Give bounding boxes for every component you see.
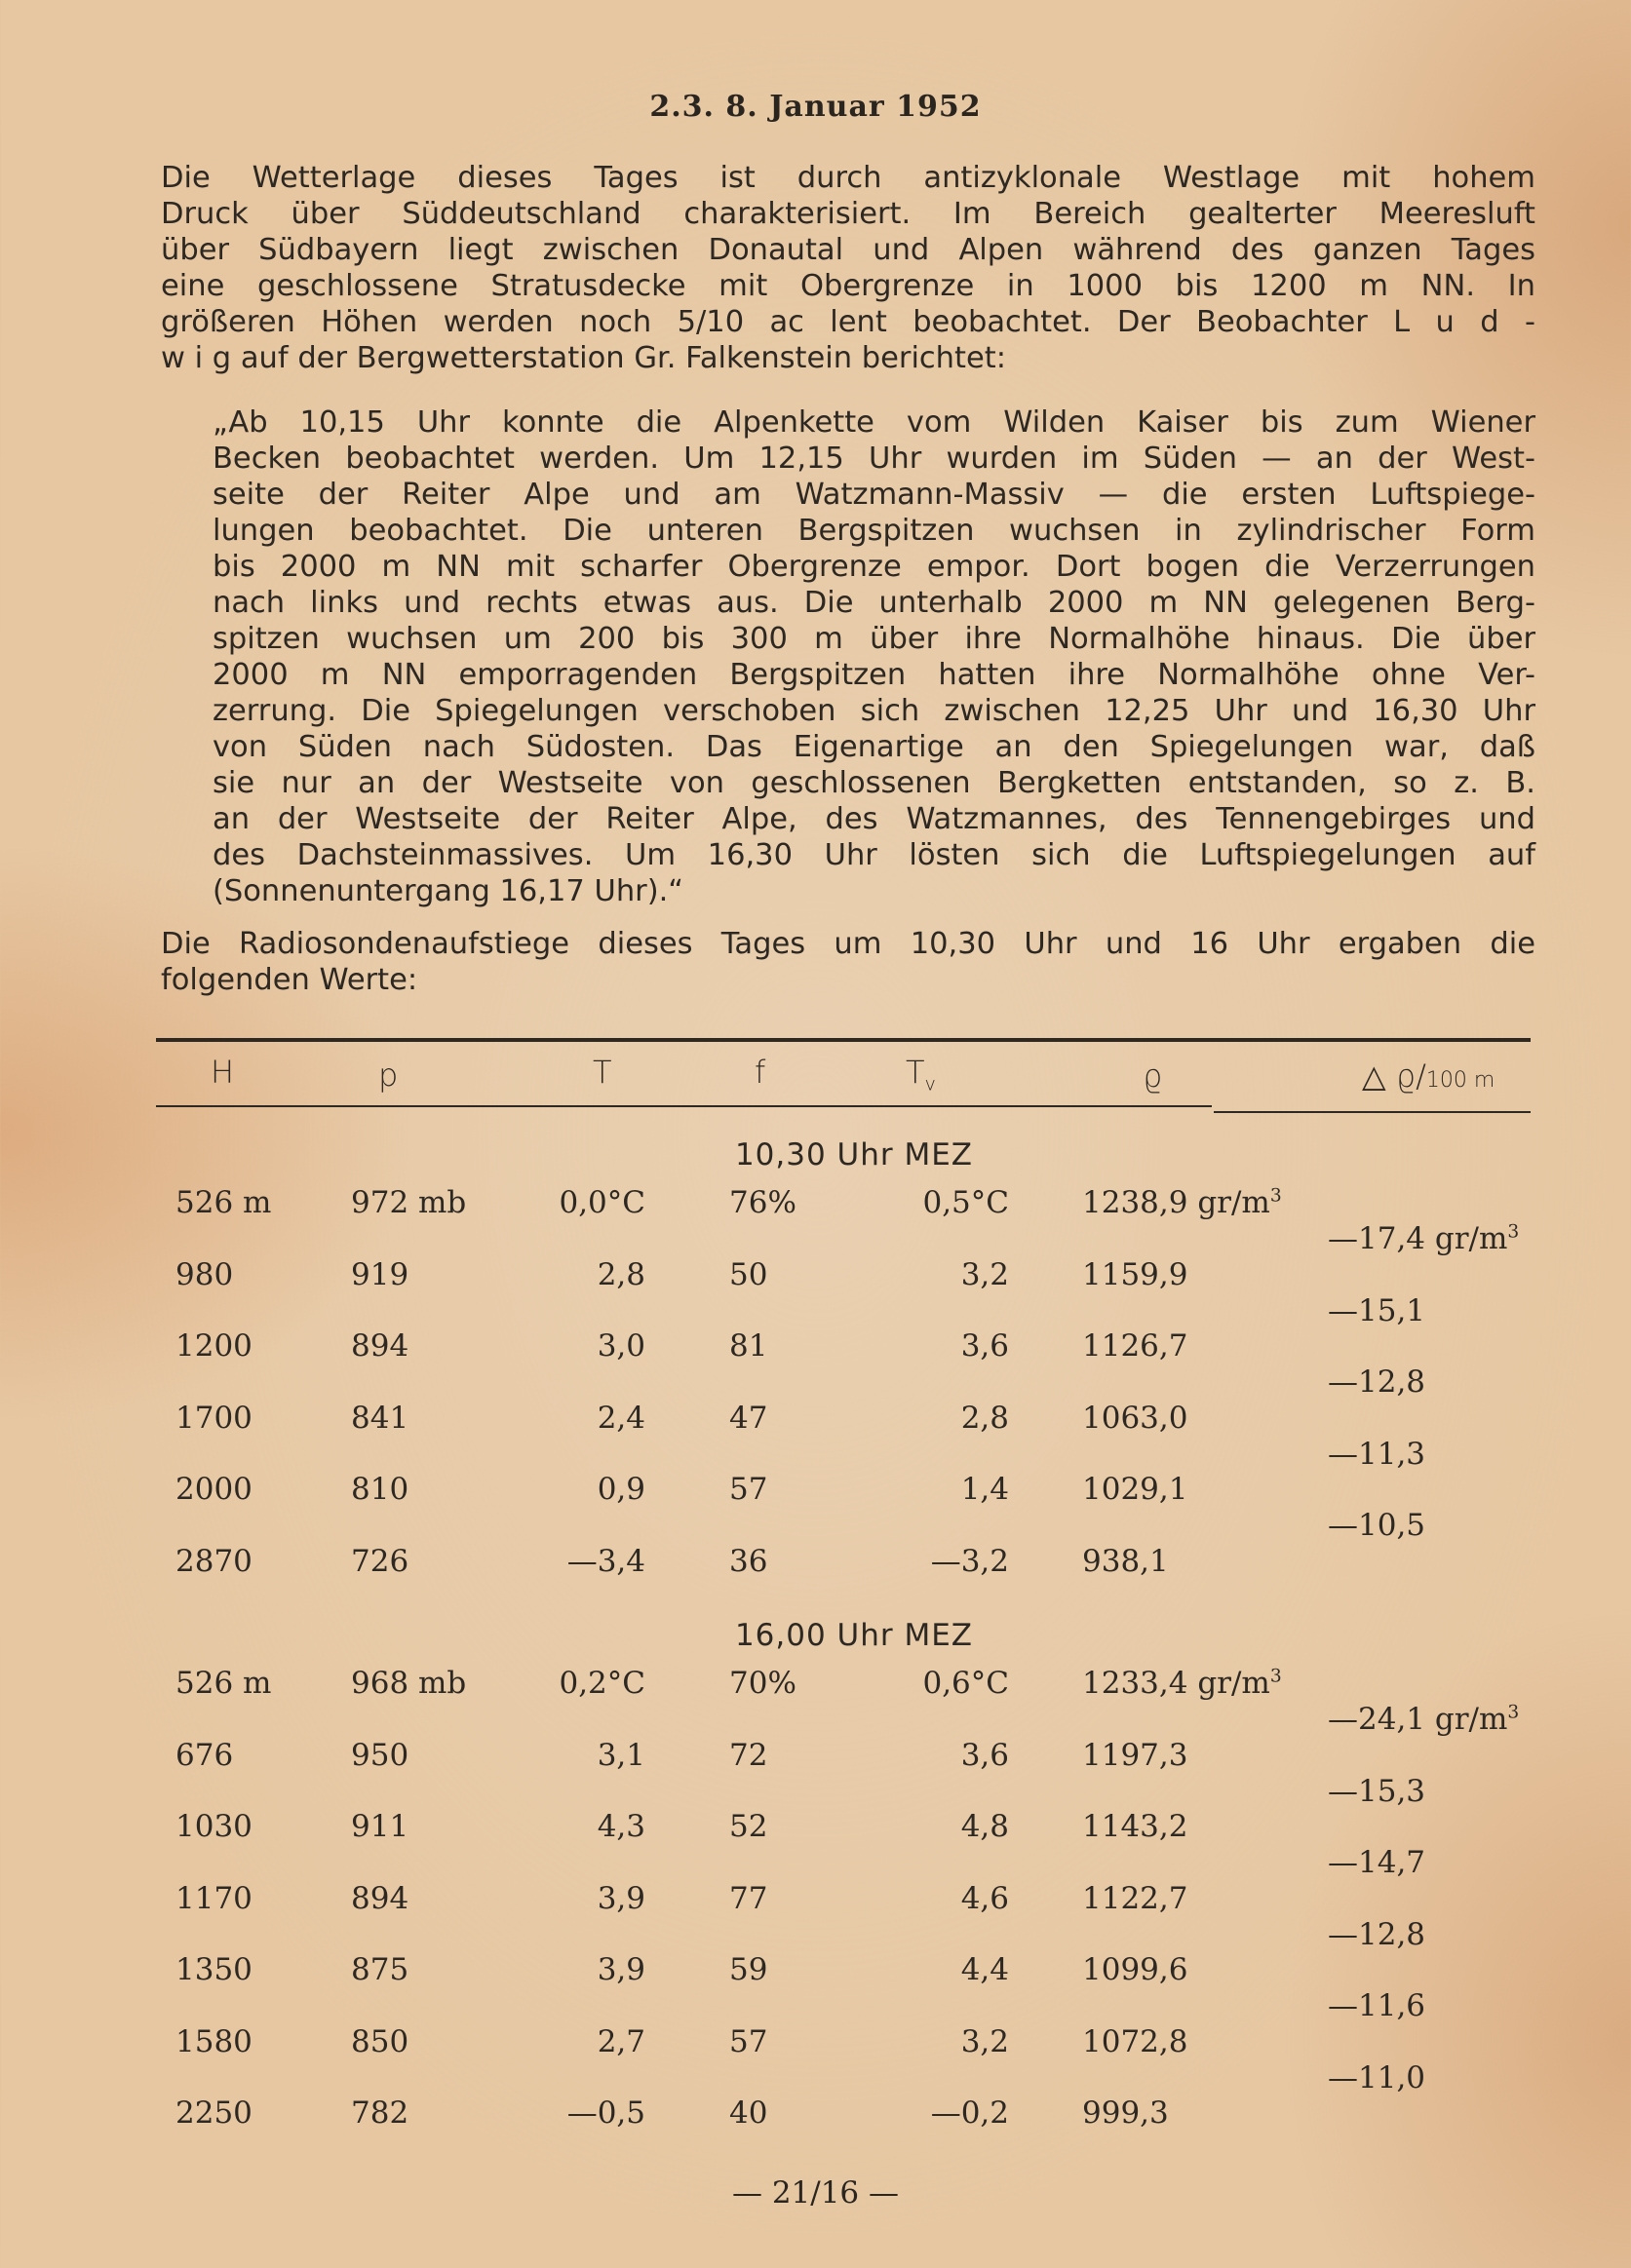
cell-p: 972 mb [351, 1185, 467, 1220]
cell-h: 526 m [175, 1666, 272, 1701]
cell-tv: 3,2 [960, 2023, 1009, 2059]
quote-line: Becken beobachtet werden. Um 12,15 Uhr wurden im Süden — an der West- [213, 442, 1535, 476]
cell-t: —3,4 [566, 1543, 645, 1579]
cell-h: 2000 [175, 1472, 252, 1507]
cell-rho-value: 999,3 [1082, 2095, 1169, 2131]
cell-h: 2250 [175, 2095, 252, 2131]
cell-rho-value: 1238,9 gr/m [1082, 1185, 1270, 1220]
cell-rho [1082, 2095, 1169, 2131]
cell-h: 980 [175, 1256, 234, 1292]
intro-line: größeren Höhen werden noch 5/10 ac lent beobachtet. Der Beobachter L u d - [161, 305, 1535, 339]
cell-rho-exponent: 3 [1269, 1185, 1282, 1207]
cell-h: 2870 [175, 1543, 252, 1579]
cell-f: 81 [729, 1328, 768, 1364]
cell-p: 850 [351, 2023, 409, 2059]
header-f: f [755, 1054, 766, 1091]
cell-delta-rho [1328, 1845, 1425, 1880]
cell-tv: 0,5°C [922, 1185, 1009, 1220]
cell-delta-rho [1328, 1437, 1425, 1472]
cell-delta-value: —11,6 [1328, 1988, 1426, 2023]
radiosonde-paragraph [161, 926, 1535, 998]
cell-f: 40 [729, 2095, 768, 2131]
cell-p: 894 [351, 1880, 409, 1916]
header-delta-unit: 100 m [1425, 1068, 1495, 1093]
cell-tv: 4,6 [960, 1880, 1009, 1916]
cell-tv: 3,6 [960, 1737, 1009, 1773]
cell-delta-rho [1328, 1508, 1425, 1543]
header-p: p [378, 1057, 399, 1094]
cell-rho-value: 1122,7 [1082, 1880, 1188, 1916]
quote-line: sie nur an der Westseite von geschlossenen Bergketten entstanden, so z. B. [213, 766, 1535, 800]
cell-delta-rho [1328, 1917, 1425, 1952]
cell-rho [1082, 1257, 1187, 1292]
cell-rho [1082, 1328, 1187, 1364]
cell-tv: 3,2 [960, 1256, 1009, 1292]
cell-f: 77 [729, 1880, 768, 1916]
cell-delta-rho [1328, 1702, 1519, 1737]
cell-rho-value: 1159,9 [1082, 1256, 1188, 1292]
cell-delta-rho [1328, 1365, 1425, 1400]
quote-line: 2000 m NN emporragenden Bergspitzen hatten ihre Normalhöhe ohne Ver- [213, 658, 1535, 692]
cell-rho-value: 1063,0 [1082, 1400, 1188, 1436]
cell-p: 968 mb [351, 1666, 467, 1701]
cell-rho [1082, 1809, 1187, 1844]
header-delta-rho-sym: ϱ/ [1395, 1057, 1426, 1095]
cell-p: 782 [351, 2095, 409, 2131]
cell-rho [1082, 1544, 1169, 1579]
radio-line: folgenden Werte: [161, 963, 418, 997]
cell-delta-rho [1328, 2060, 1425, 2095]
quote-line: lungen beobachtet. Die unteren Bergspitzen wuchsen in zylindrischer Form [213, 514, 1535, 548]
quote-line: von Süden nach Südosten. Das Eigenartige an den Spiegelungen war, daß [213, 730, 1535, 764]
cell-t: 2,7 [597, 2023, 645, 2059]
cell-h: 1700 [175, 1400, 252, 1436]
section-title: 16,00 Uhr MEZ [734, 1618, 974, 1653]
cell-p: 950 [351, 1737, 409, 1773]
cell-rho-value: 1099,6 [1082, 1952, 1188, 1987]
cell-p: 810 [351, 1472, 409, 1507]
header-t: T [593, 1054, 612, 1091]
cell-rho-value: 1143,2 [1082, 1809, 1188, 1844]
cell-f: 76% [729, 1185, 796, 1220]
intro-line: w i g auf der Bergwetterstation Gr. Falkenstein berichtet: [161, 341, 1006, 375]
cell-p: 841 [351, 1400, 409, 1436]
cell-rho-value: 1072,8 [1082, 2023, 1188, 2059]
cell-h: 1350 [175, 1952, 252, 1987]
cell-delta-rho [1328, 1221, 1519, 1256]
cell-rho [1082, 1738, 1187, 1773]
cell-rho [1082, 2024, 1187, 2059]
cell-rho-value: 1126,7 [1082, 1328, 1188, 1364]
page-heading: 2.3. 8. Januar 1952 [649, 90, 982, 124]
intro-line: Druck über Süddeutschland charakterisiert. Im Bereich gealterter Meeresluft [161, 197, 1535, 231]
cell-h: 1580 [175, 2023, 252, 2059]
cell-h: 1200 [175, 1328, 252, 1364]
cell-delta-rho [1328, 1774, 1425, 1809]
cell-t: 3,1 [597, 1737, 645, 1773]
cell-f: 70% [729, 1666, 796, 1701]
cell-rho [1082, 1666, 1282, 1701]
cell-tv: —3,2 [930, 1543, 1009, 1579]
cell-tv: 4,4 [960, 1952, 1009, 1987]
cell-rho [1082, 1881, 1187, 1916]
table-header-rule-left [156, 1105, 1212, 1107]
cell-delta-rho [1328, 1988, 1425, 2023]
cell-f: 57 [729, 1472, 768, 1507]
cell-delta-value: —11,3 [1328, 1436, 1426, 1472]
quote-line: bis 2000 m NN mit scharfer Obergrenze empor. Dort bogen die Verzerrungen [213, 550, 1535, 584]
table-header-rule-right [1214, 1111, 1531, 1113]
cell-p: 726 [351, 1543, 409, 1579]
cell-f: 36 [729, 1543, 768, 1579]
table-top-rule [156, 1038, 1531, 1042]
header-rho: ϱ [1143, 1057, 1163, 1095]
cell-t: 3,0 [597, 1328, 645, 1364]
cell-p: 911 [351, 1809, 409, 1844]
intro-paragraph [161, 160, 1535, 376]
cell-delta-value: —10,5 [1328, 1508, 1426, 1543]
intro-line: über Südbayern liegt zwischen Donautal und Alpen während des ganzen Tages [161, 233, 1535, 267]
quote-line: des Dachsteinmassives. Um 16,30 Uhr lösten sich die Luftspiegelungen auf [213, 838, 1535, 872]
intro-line: eine geschlossene Stratusdecke mit Obergrenze in 1000 bis 1200 m NN. In [161, 269, 1535, 303]
cell-f: 47 [729, 1400, 768, 1436]
cell-rho [1082, 1185, 1282, 1220]
cell-tv: 4,8 [960, 1809, 1009, 1844]
header-tv-main: T [906, 1054, 925, 1091]
quote-line: (Sonnenuntergang 16,17 Uhr).“ [213, 874, 684, 908]
cell-h: 526 m [175, 1185, 272, 1220]
cell-t: —0,5 [566, 2095, 645, 2131]
cell-tv: 2,8 [960, 1400, 1009, 1436]
cell-h: 1030 [175, 1809, 252, 1844]
cell-delta-value: —15,1 [1328, 1292, 1426, 1328]
cell-f: 57 [729, 2023, 768, 2059]
quote-line: seite der Reiter Alpe und am Watzmann-Massiv — die ersten Luftspiege- [213, 478, 1535, 512]
cell-f: 72 [729, 1737, 768, 1773]
cell-delta-value: —11,0 [1328, 2059, 1426, 2095]
cell-delta-exponent: 3 [1507, 1702, 1520, 1723]
quote-line: zerrung. Die Spiegelungen verschoben sich zwischen 12,25 Uhr und 16,30 Uhr [213, 694, 1535, 728]
cell-rho-value: 938,1 [1082, 1543, 1169, 1579]
cell-t: 0,9 [597, 1472, 645, 1507]
cell-rho-exponent: 3 [1269, 1666, 1282, 1687]
cell-t: 2,8 [597, 1256, 645, 1292]
header-tv [906, 1054, 936, 1096]
cell-delta-value: —24,1 gr/m [1328, 1702, 1508, 1737]
quote-line: „Ab 10,15 Uhr konnte die Alpenkette vom Wilden Kaiser bis zum Wiener [213, 405, 1535, 440]
cell-f: 50 [729, 1256, 768, 1292]
observer-quote [213, 404, 1535, 909]
cell-delta-value: —12,8 [1328, 1365, 1426, 1400]
cell-tv: —0,2 [930, 2095, 1009, 2131]
cell-delta-exponent: 3 [1507, 1221, 1520, 1243]
header-tv-sub: v [924, 1072, 936, 1096]
quote-line: an der Westseite der Reiter Alpe, des Watzmannes, des Tennengebirges und [213, 802, 1535, 836]
radio-line: Die Radiosondenaufstiege dieses Tages um 10,30 Uhr und 16 Uhr ergaben die [161, 927, 1535, 961]
cell-t: 0,2°C [559, 1666, 645, 1701]
cell-t: 2,4 [597, 1400, 645, 1436]
cell-rho-value: 1233,4 gr/m [1082, 1666, 1270, 1701]
page-number: — 21/16 — [731, 2175, 900, 2210]
cell-p: 919 [351, 1256, 409, 1292]
cell-delta-value: —14,7 [1328, 1845, 1426, 1880]
cell-tv: 0,6°C [922, 1666, 1009, 1701]
quote-line: nach links und rechts etwas aus. Die unterhalb 2000 m NN gelegenen Berg- [213, 586, 1535, 620]
cell-p: 875 [351, 1952, 409, 1987]
cell-delta-value: —17,4 gr/m [1328, 1221, 1508, 1256]
cell-delta-value: —15,3 [1328, 1773, 1426, 1809]
quote-line: spitzen wuchsen um 200 bis 300 m über ihre Normalhöhe hinaus. Die über [213, 622, 1535, 656]
cell-t: 0,0°C [559, 1185, 645, 1220]
intro-line: Die Wetterlage dieses Tages ist durch antizyklonale Westlage mit hohem [161, 161, 1535, 195]
cell-rho [1082, 1401, 1187, 1436]
cell-t: 3,9 [597, 1880, 645, 1916]
delta-icon: △ [1362, 1057, 1386, 1095]
cell-rho [1082, 1472, 1187, 1507]
cell-rho-value: 1029,1 [1082, 1472, 1188, 1507]
cell-f: 59 [729, 1952, 768, 1987]
cell-h: 1170 [175, 1880, 252, 1916]
cell-t: 3,9 [597, 1952, 645, 1987]
cell-f: 52 [729, 1809, 768, 1844]
cell-delta-rho [1328, 1293, 1425, 1328]
cell-h: 676 [175, 1737, 234, 1773]
cell-t: 4,3 [597, 1809, 645, 1844]
header-h: H [211, 1054, 235, 1091]
cell-rho [1082, 1952, 1187, 1987]
section-title: 10,30 Uhr MEZ [734, 1137, 974, 1172]
cell-rho-value: 1197,3 [1082, 1737, 1188, 1773]
cell-delta-value: —12,8 [1328, 1916, 1426, 1952]
cell-tv: 3,6 [960, 1328, 1009, 1364]
cell-tv: 1,4 [960, 1472, 1009, 1507]
header-delta-rho [1362, 1058, 1495, 1098]
cell-p: 894 [351, 1328, 409, 1364]
